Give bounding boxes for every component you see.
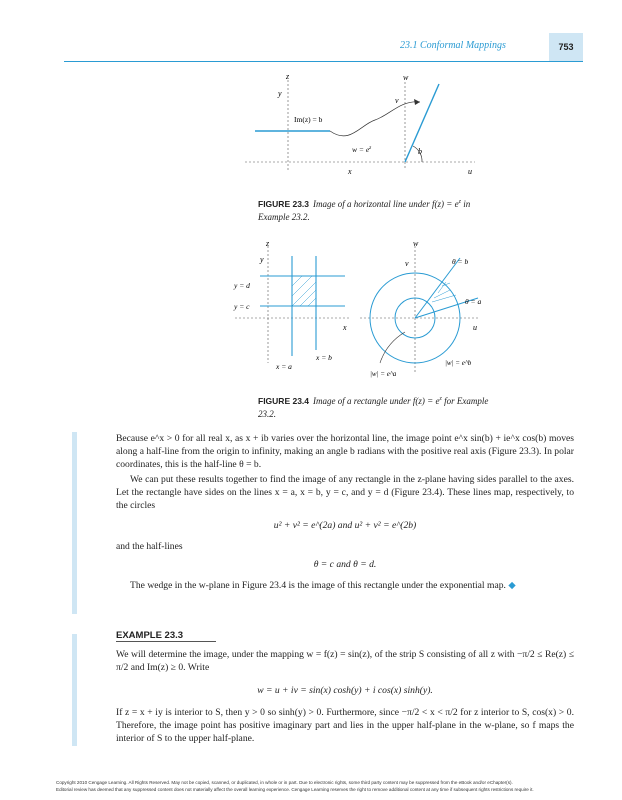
equation-half-lines: θ = c and θ = d. bbox=[313, 559, 377, 570]
z-x-label: x bbox=[348, 167, 352, 176]
line-label: Im(z) = b bbox=[294, 115, 323, 124]
mapping-arrow bbox=[330, 102, 420, 136]
image-half-line bbox=[405, 84, 439, 162]
label-y-c: y = c bbox=[234, 302, 250, 311]
label-y-d: y = d bbox=[234, 281, 250, 290]
mapping-arrowhead bbox=[414, 99, 420, 105]
label-circle-small: |w| = e^a bbox=[370, 370, 397, 378]
label-theta-a: θ = a bbox=[465, 297, 482, 306]
w-u-label: u bbox=[468, 167, 472, 176]
page-number: 753 bbox=[549, 33, 583, 61]
rectangle-hatch bbox=[292, 276, 316, 306]
label-x-b: x = b bbox=[316, 353, 332, 362]
example-paragraph-1: We will determine the image, under the mapping w = f(z) = sin(z), of the strip S consisting of all z with −π/2 ≤ Re(z) ≤ π/2 and Im(z) ≥ 0. Write bbox=[116, 649, 574, 674]
figure-23-3 bbox=[240, 70, 500, 185]
margin-bar-1 bbox=[72, 432, 77, 614]
wedge-hatch bbox=[432, 282, 456, 302]
figure-23-4 bbox=[220, 238, 510, 383]
map-label: $w = e^z$ bbox=[352, 145, 372, 154]
equation-circles: u² + v² = e^(2a) and u² + v² = e^(2b) bbox=[273, 520, 417, 531]
z-plane-label: z bbox=[286, 72, 290, 81]
z-y-label-2: y bbox=[260, 255, 264, 264]
copyright-line-1: Copyright 2010 Cengage Learning. All Rights Reserved. May not be copied, scanned, or duplicated, in whole or in part. Due to electronic rights, some third party content may be suppressed from the eBook and/or eChapter(s). bbox=[56, 780, 513, 785]
paragraph-1: Because e^x > 0 for all real x, as x + ib varies over the horizontal line, the image point e^x sin(b) + ie^x cos(b) moves along a half-line from the origin to infinity, making an angle b radians with the positive real axis (Figure 23.3). In polar coordinates, this is the half-line θ = b. bbox=[116, 433, 574, 471]
example-paragraph-2: If z = x + iy is interior to S, then y > 0 so sinh(y) > 0. Furthermore, since −π/2 < x < π/2 for z interior to S, cos(x) > 0. Therefore, the image point has positive imaginary part and lies in the upper half-plane in the w-plane, so f maps the interior of S to the upper half-plane. bbox=[116, 707, 574, 745]
paragraph-2: We can put these results together to find the image of any rectangle in the z-plane having sides parallel to the axes. Let the rectangle have sides on the lines x = a, x = b, y = c, and y = d (Figure 23.4). These lines map, respectively, to the circles bbox=[116, 474, 574, 512]
example-equation: w = u + iv = sin(x) cosh(y) + i cos(x) sinh(y). bbox=[257, 685, 433, 696]
paragraph-3: and the half-lines bbox=[116, 541, 183, 552]
margin-bar-2 bbox=[72, 634, 77, 746]
figure-23-3-caption: FIGURE 23.3 Image of a horizontal line under $f(z) = e^z$ in Example 23.2. bbox=[258, 199, 471, 222]
paragraph-4-text: The wedge in the w-plane in Figure 23.4 is the image of this rectangle under the exponential map. bbox=[130, 580, 506, 591]
z-x-label-2: x bbox=[343, 323, 347, 332]
label-x-a: x = a bbox=[276, 362, 292, 371]
label-theta-b: θ = b bbox=[452, 257, 469, 266]
section-title: 23.1 Conformal Mappings bbox=[400, 40, 506, 51]
header-rule bbox=[64, 61, 583, 62]
angle-label: b bbox=[418, 147, 422, 156]
copyright-notice bbox=[56, 780, 576, 793]
paragraph-4 bbox=[116, 579, 574, 592]
w-plane-label: w bbox=[403, 73, 409, 82]
w-plane-label-2: w bbox=[413, 239, 419, 248]
figure-23-4-caption: FIGURE 23.4 Image of a rectangle under $f(z) = e^z$ for Example 23.2. bbox=[258, 396, 489, 419]
w-v-label-2: v bbox=[405, 259, 409, 268]
z-y-label: y bbox=[278, 89, 282, 98]
label-circle-large: |w| = e^b bbox=[445, 359, 472, 367]
copyright-line-2: Editorial review has deemed that any suppressed content does not materially affect the overall learning experience. Cengage Learning reserves the right to remove additional content at any time if subsequent rights restrictions require it. bbox=[56, 786, 534, 792]
w-u-label-2: u bbox=[473, 323, 477, 332]
arrow-small-circle bbox=[380, 332, 405, 363]
z-plane-label-2: z bbox=[266, 239, 270, 248]
w-v-label: v bbox=[395, 96, 399, 105]
example-rule bbox=[116, 641, 216, 642]
ray-theta-b bbox=[415, 258, 460, 318]
end-diamond-icon: ◆ bbox=[508, 580, 516, 591]
example-heading: EXAMPLE 23.3 bbox=[116, 630, 184, 641]
